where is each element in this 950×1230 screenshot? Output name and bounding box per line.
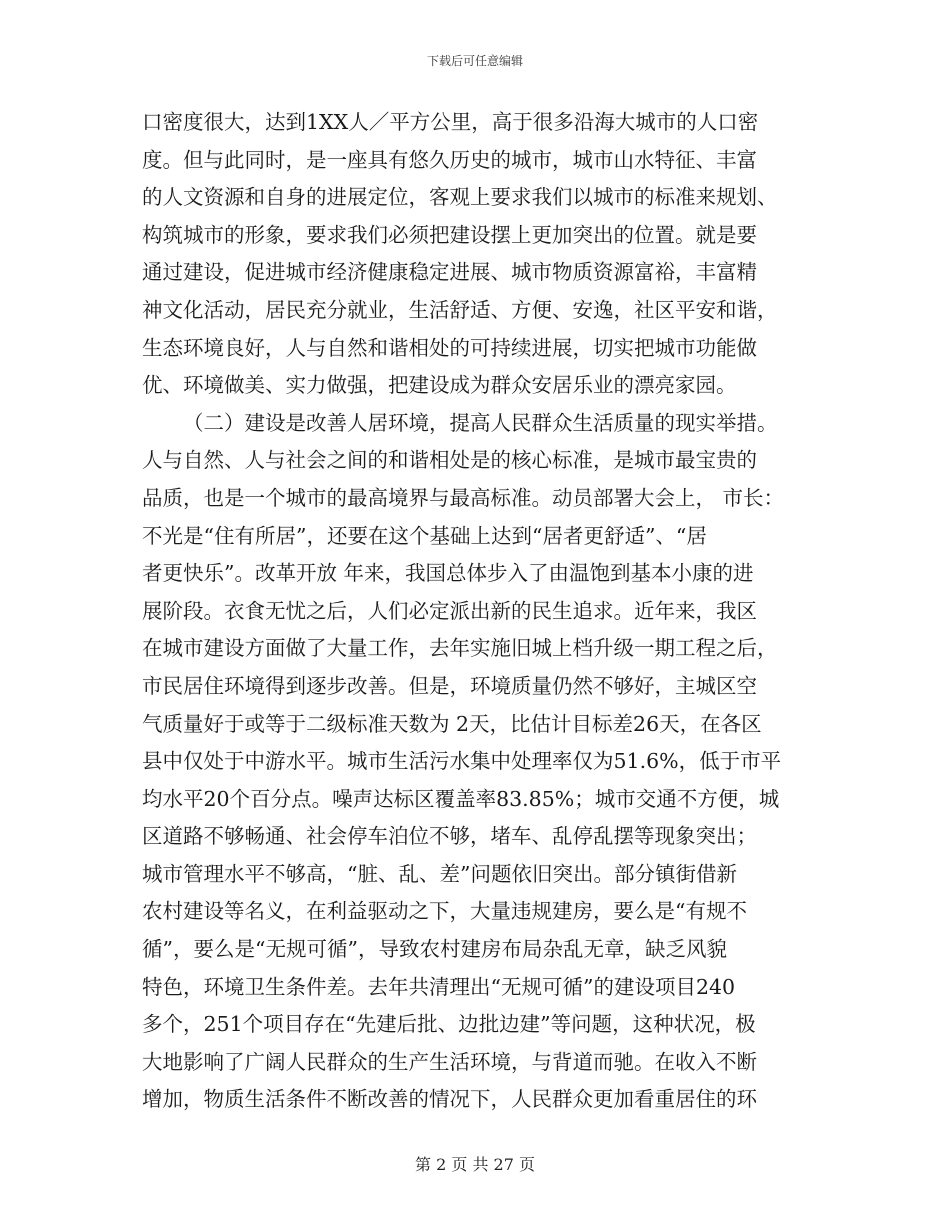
text-line: 构筑城市的形象，要求我们必须把建设摆上更加突出的位置。就是要	[142, 222, 757, 247]
text-line: 度。但与此同时，是一座具有悠久历史的城市，城市山水特征、丰富	[142, 147, 757, 172]
page-number-footer: 第 2 页 共 27 页	[415, 1155, 535, 1174]
text-line: 市民居住环境得到逐步改善。但是，环境质量仍然不够好，主城区空	[142, 673, 757, 698]
text-line: 城市管理水平不够高，“脏、乱、差”问题依旧突出。部分镇街借新	[142, 861, 737, 886]
text-line: 人与自然、人与社会之间的和谐相处是的核心标准，是城市最宝贵的	[142, 448, 757, 473]
text-line: 品质，也是一个城市的最高境界与最高标准。动员部署大会上， 市长：	[142, 485, 785, 510]
text-line: 气质量好于或等于二级标准天数为 2天，比估计目标差26天，在各区	[142, 711, 762, 736]
text-line: 多个，251个项目存在“先建后批、边批边建”等问题，这种状况，极	[142, 1012, 756, 1037]
text-line: 者更快乐”。改革开放 年来，我国总体步入了由温饱到基本小康的进	[142, 561, 754, 586]
text-line: 的人文资源和自身的进展定位，客观上要求我们以城市的标准来规划、	[142, 185, 778, 210]
text-line: 大地影响了广阔人民群众的生产生活环境，与背道而驰。在收入不断	[142, 1049, 757, 1074]
text-line: 神文化活动，居民充分就业，生活舒适、方便、安逸，社区平安和谐，	[142, 297, 778, 322]
section-heading-line: （二）建设是改善人居环境，提高人民群众生活质量的现实举措。	[183, 410, 778, 435]
text-line: 区道路不够畅通、社会停车泊位不够，堵车、乱停乱摆等现象突出；	[142, 824, 757, 849]
text-line: 不光是“住有所居”，还要在这个基础上达到“居者更舒适”、“居	[142, 523, 707, 548]
text-line: 通过建设，促进城市经济健康稳定进展、城市物质资源富裕，丰富精	[142, 260, 757, 285]
document-body	[142, 104, 810, 1119]
text-line: 均水平20个百分点。噪声达标区覆盖率83.85%；城市交通不方便，城	[142, 786, 780, 811]
text-line: 在城市建设方面做了大量工作，去年实施旧城上档升级一期工程之后，	[142, 636, 778, 661]
text-line: 农村建设等名义，在利益驱动之下，大量违规建房，要么是“有规不	[142, 899, 747, 924]
text-line: 生态环境良好，人与自然和谐相处的可持续进展，切实把城市功能做	[142, 335, 757, 360]
text-line: 展阶段。衣食无忧之后，人们必定派出新的民生追求。近年来，我区	[142, 598, 757, 623]
text-line: 县中仅处于中游水平。城市生活污水集中处理率仅为51.6%，低于市平	[142, 749, 782, 774]
text-line: 增加，物质生活条件不断改善的情况下，人民群众更加看重居住的环	[142, 1087, 757, 1112]
text-line: 特色，环境卫生条件差。去年共清理出“无规可循”的建设项目240	[142, 974, 736, 999]
text-line: 循”，要么是“无规可循”，导致农村建房布局杂乱无章，缺乏风貌	[142, 937, 727, 962]
text-line: 口密度很大，达到1XX人／平方公里，高于很多沿海大城市的人口密	[142, 110, 759, 134]
text-line: 优、环境做美、实力做强，把建设成为群众安居乐业的漂亮家园。	[142, 373, 737, 398]
header-note: 下载后可任意编辑	[426, 54, 523, 68]
